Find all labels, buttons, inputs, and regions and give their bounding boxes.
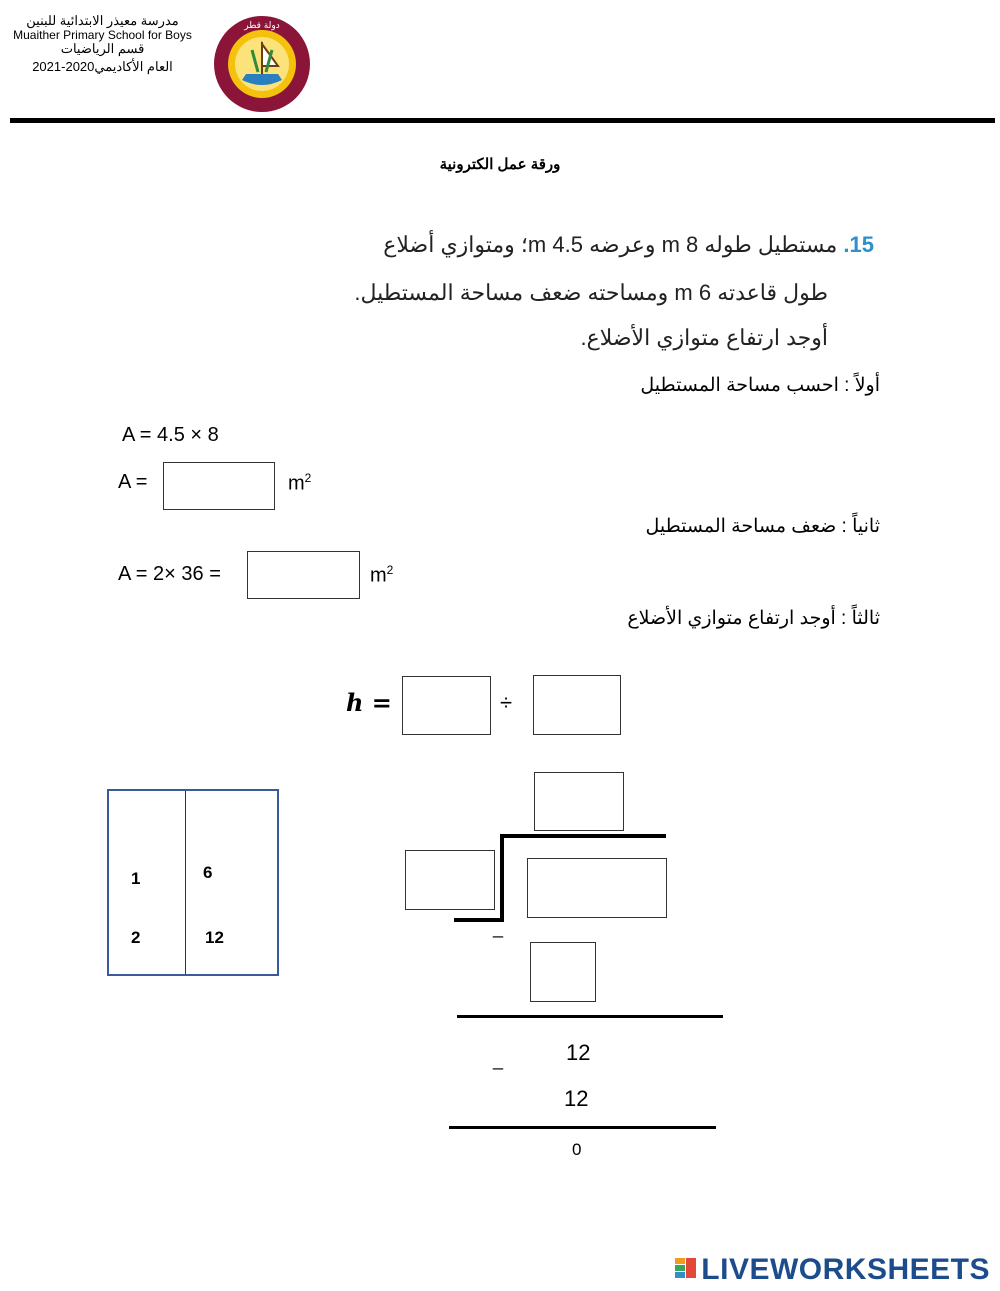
step-third: ثالثاً : أوجد ارتفاع متوازي الأضلاع <box>627 608 880 629</box>
question-line-2: طول قاعدته 6 m ومساحته ضعف مساحة المستطيل. <box>354 280 828 305</box>
division-line-1 <box>457 1015 723 1018</box>
division-row-b: 12 <box>564 1086 589 1111</box>
division-row-a: 12 <box>566 1040 591 1065</box>
academic-year: العام الأكاديمي2020-2021 <box>32 59 173 74</box>
area-answer-input[interactable] <box>163 462 275 510</box>
equation-double-area: A = 2× 36 = <box>118 563 221 585</box>
unit-2: $m^2$ <box>370 563 394 587</box>
division-bar <box>500 834 666 838</box>
divide-sign: ÷ <box>500 690 513 715</box>
quotient-input[interactable] <box>534 772 624 831</box>
double-area-input[interactable] <box>247 551 360 599</box>
step-first: أولاً : احسب مساحة المستطيل <box>640 375 880 396</box>
question-line-1 <box>383 232 874 258</box>
liveworksheets-label: LIVEWORKSHEETS <box>701 1253 990 1286</box>
school-name-en: Muaither Primary School for Boys <box>13 28 192 42</box>
division-remainder: 0 <box>572 1140 582 1159</box>
subtract-input[interactable] <box>530 942 596 1002</box>
height-label: h = <box>346 688 392 717</box>
school-info <box>0 14 205 74</box>
step-second: ثانياً : ضعف مساحة المستطيل <box>645 516 880 537</box>
school-name-ar: مدرسة معيذر الابتدائية للبنين <box>26 13 179 28</box>
qatar-ministry-logo <box>212 14 312 114</box>
minus-sign-1: _ <box>493 918 504 938</box>
equation-area-product: A = 4.5 × 8 <box>122 424 219 446</box>
multiples-table <box>107 789 279 976</box>
worksheet-title: ورقة عمل الكترونية <box>439 156 561 173</box>
question-line-3: أوجد ارتفاع متوازي الأضلاع. <box>580 325 828 350</box>
question-text-1: مستطيل طوله 8 m وعرضه 4.5 m؛ ومتوازي أضلاع <box>383 232 838 257</box>
division-bracket <box>500 834 504 922</box>
height-dividend-input[interactable] <box>402 676 491 735</box>
table-cell-left-1: 1 <box>131 869 141 888</box>
table-divider <box>185 791 186 974</box>
table-cell-right-1: 6 <box>203 863 213 882</box>
liveworksheets-brand <box>675 1253 990 1287</box>
minus-sign-2: _ <box>493 1050 504 1070</box>
header-divider <box>10 118 995 123</box>
table-cell-right-2: 12 <box>205 928 224 947</box>
department: قسم الرياضيات <box>60 41 145 56</box>
divisor-input[interactable] <box>405 850 495 910</box>
height-divisor-input[interactable] <box>533 675 621 735</box>
liveworksheets-icon <box>675 1258 697 1284</box>
division-line-2 <box>449 1126 716 1129</box>
equation-area-label: A = <box>118 471 148 493</box>
unit-1: $m^2$ <box>288 471 312 495</box>
logo-caption: دولة قطر <box>244 21 280 31</box>
question-number: 15. <box>843 232 874 257</box>
table-cell-left-2: 2 <box>131 928 141 947</box>
dividend-input[interactable] <box>527 858 667 918</box>
